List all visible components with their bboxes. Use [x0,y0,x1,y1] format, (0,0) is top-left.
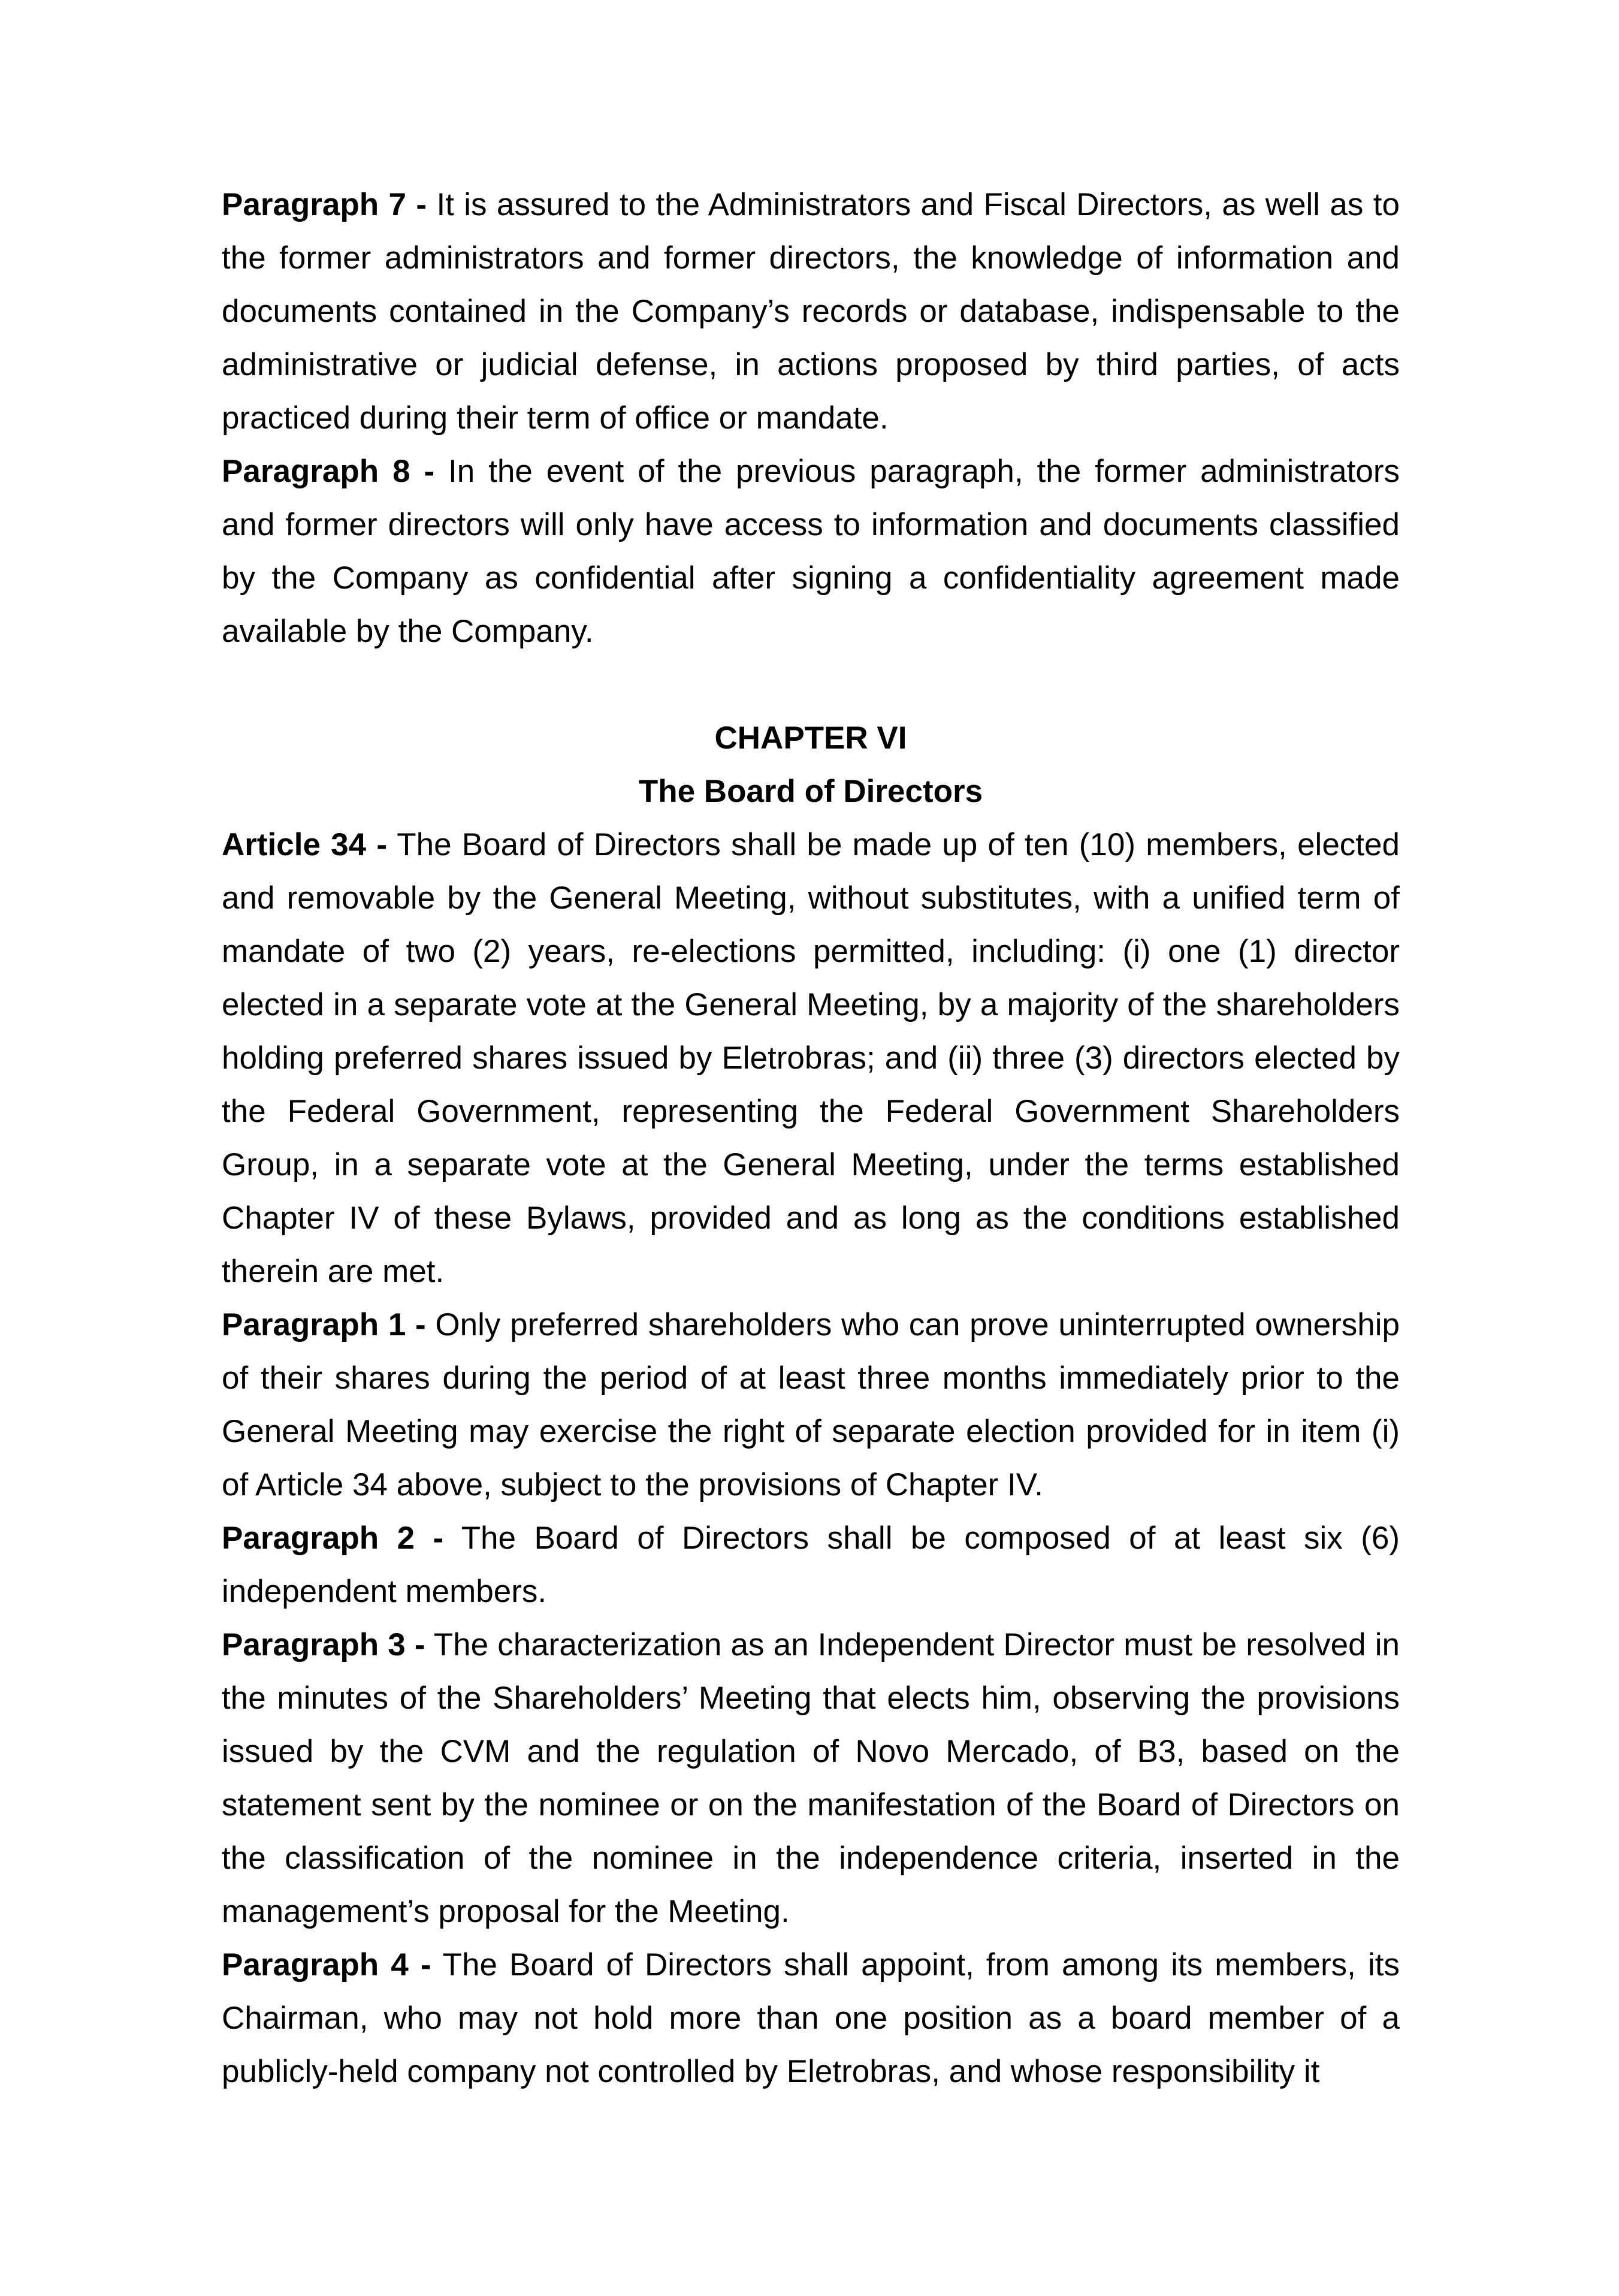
paragraph-8-text: In the event of the previous paragraph, the former administrators and former directors will only have access to information and documents classified by the Company as confidential after signing a confidentiality agreement made available by the Company. [222,454,1400,649]
paragraph-1 [222,1298,1400,1511]
paragraph-3 [222,1618,1400,1938]
paragraph-7-label: Paragraph 7 - [222,187,427,222]
paragraph-4-label: Paragraph 4 - [222,1947,431,1983]
paragraph-1-text: Only preferred shareholders who can prove uninterrupted ownership of their shares during the period of at least three months immediately prior to the General Meeting may exercise the right of separate election provided for in item (i) of Article 34 above, subject to the provisions of Chapter IV. [222,1307,1400,1502]
paragraph-7 [222,178,1400,445]
paragraph-2 [222,1511,1400,1618]
paragraph-3-label: Paragraph 3 - [222,1627,425,1663]
chapter-subtitle: The Board of Directors [638,774,983,809]
paragraph-3-text: The characterization as an Independent Director must be resolved in the minutes of the Shareholders’ Meeting that elects him, observing the provisions issued by the CVM and the regulation of Novo Mercado, of B3, based on the statement sent by the nominee or on the manifestation of the Board of Directors on the classification of the nominee in the independence criteria, inserted in the management’s proposal for the Meeting. [222,1627,1400,1929]
page-content [222,178,1400,2098]
chapter-title: CHAPTER VI [714,720,907,756]
paragraph-7-text: It is assured to the Administrators and Fiscal Directors, as well as to the former administrators and former directors, the knowledge of information and documents contained in the Company’s records or database, indispensable to the administrative or judicial defense, in actions proposed by third parties, of acts practiced during their term of office or mandate. [222,187,1400,436]
paragraph-4 [222,1938,1400,2098]
paragraph-2-text: The Board of Directors shall be composed of at least six (6) independent members. [222,1520,1400,1609]
article-34-label: Article 34 - [222,827,387,862]
article-34 [222,818,1400,1298]
paragraph-2-label: Paragraph 2 - [222,1520,444,1556]
paragraph-8 [222,445,1400,658]
paragraph-8-label: Paragraph 8 - [222,454,435,489]
article-34-text: The Board of Directors shall be made up of ten (10) members, elected and removable by the General Meeting, without substitutes, with a unified term of mandate of two (2) years, re-elections permitted, including: (i) one (1) director elected in a separate vote at the General Meeting, by a majority of the shareholders holding preferred shares issued by Eletrobras; and (ii) three (3) directors elected by the Federal Government, representing the Federal Government Shareholders Group, in a separate vote at the General Meeting, under the terms established Chapter IV of these Bylaws, provided and as long as the conditions established therein are met. [222,827,1400,1289]
paragraph-1-label: Paragraph 1 - [222,1307,426,1342]
paragraph-4-text: The Board of Directors shall appoint, from among its members, its Chairman, who may not hold more than one position as a board member of a publicly-held company not controlled by Eletrobras, and whose responsibility it [222,1947,1400,2089]
